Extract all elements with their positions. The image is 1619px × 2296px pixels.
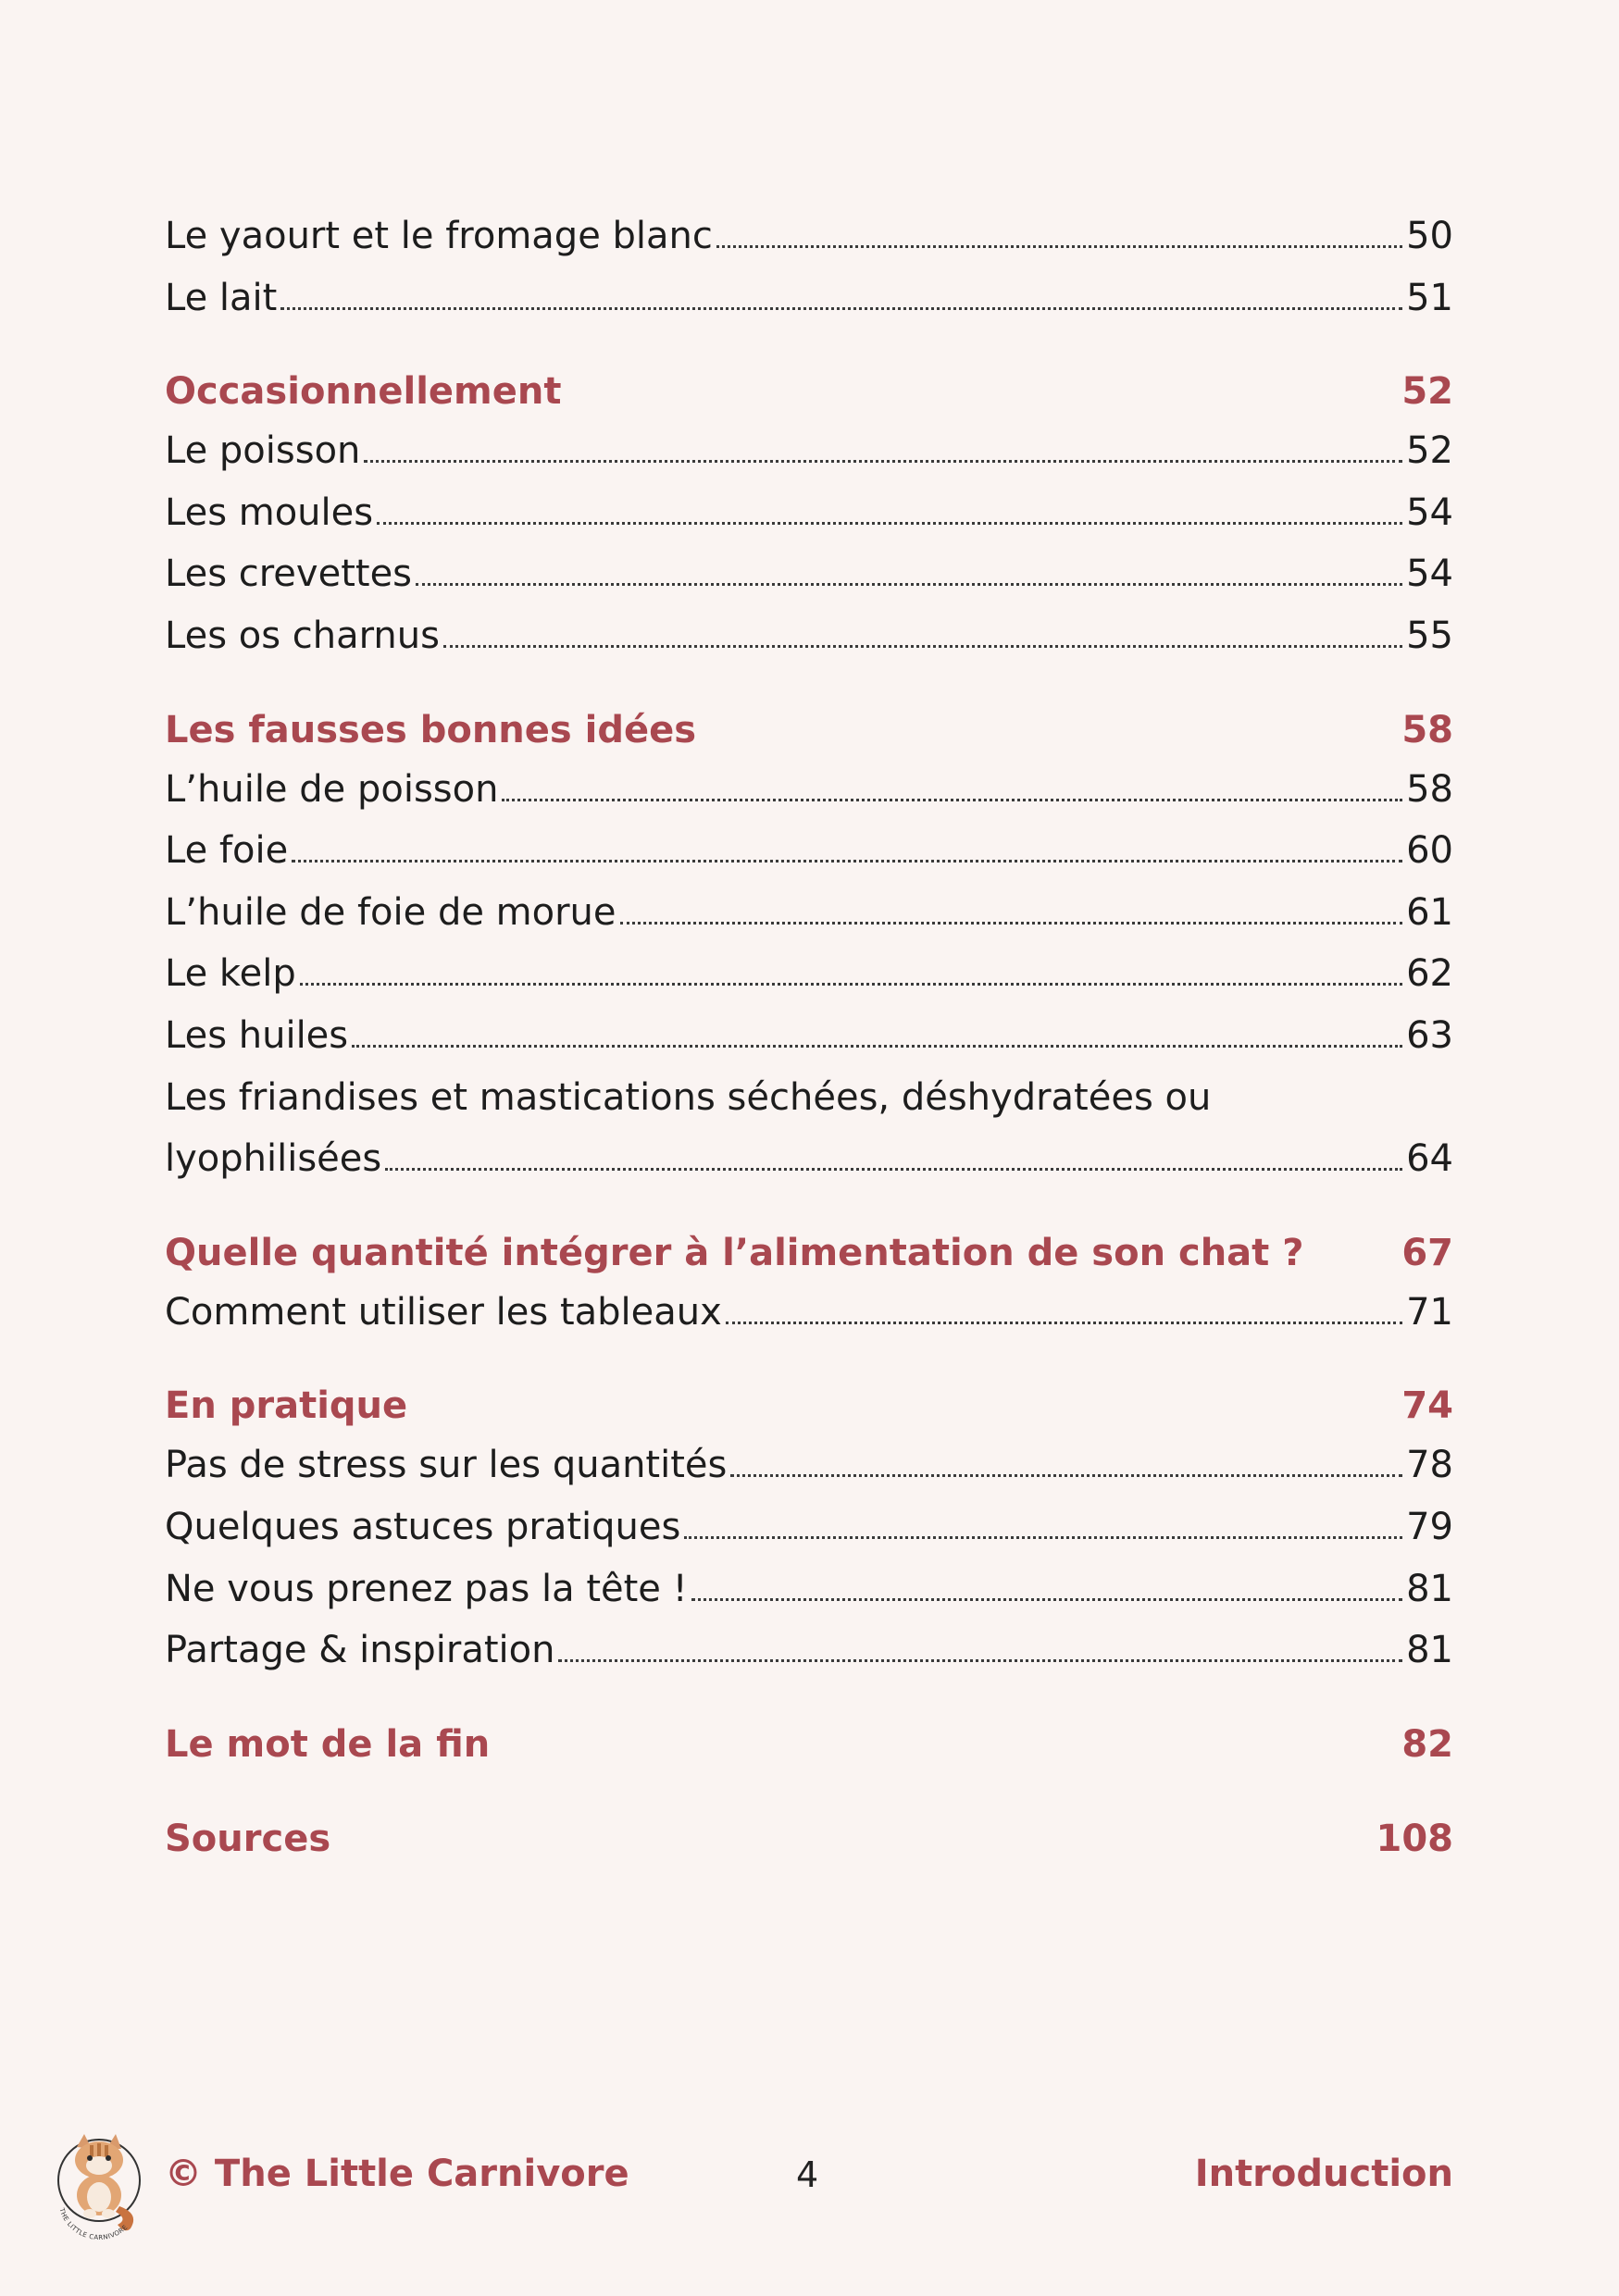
dot-leader (364, 460, 1402, 463)
toc-entry[interactable] (165, 267, 1453, 329)
section-page: 82 (1401, 1722, 1453, 1766)
toc-entry[interactable] (165, 1128, 1453, 1190)
dot-leader (292, 860, 1402, 863)
dot-leader (716, 245, 1402, 248)
toc-entry-label: Le poisson (165, 429, 361, 473)
toc-entry-label: L’huile de poisson (165, 767, 499, 811)
chapter-name: Introduction (1194, 2153, 1453, 2195)
toc-section-heading[interactable] (165, 1224, 1453, 1282)
toc-entry-page: 50 (1406, 215, 1453, 257)
cat-logo-icon (51, 2128, 155, 2240)
toc-entry[interactable] (165, 943, 1453, 1005)
toc-entry-page: 81 (1406, 1567, 1453, 1610)
toc-entry-page: 51 (1406, 276, 1453, 319)
toc-entry-label: Les friandises et mastications séchées, déshydratées ou (165, 1075, 1212, 1119)
section-title: Occasionnellement (165, 370, 562, 414)
section-title: Sources (165, 1817, 331, 1860)
toc-entry-page: 64 (1406, 1137, 1453, 1181)
toc-entry-page: 61 (1406, 890, 1453, 934)
toc-entry-label: Quelques astuces pratiques (165, 1505, 681, 1548)
dot-leader (502, 799, 1402, 801)
toc-entry[interactable] (165, 1558, 1453, 1620)
toc-entry[interactable] (165, 205, 1453, 267)
toc-entry-page: 63 (1406, 1013, 1453, 1057)
toc-entry-label: Ne vous prenez pas la tête ! (165, 1567, 688, 1610)
dot-leader (443, 645, 1402, 648)
section-page: 58 (1401, 708, 1453, 751)
toc-section-heading[interactable] (165, 701, 1453, 759)
section-title: En pratique (165, 1384, 408, 1428)
toc-entry[interactable] (165, 543, 1453, 605)
toc-entry[interactable] (165, 882, 1453, 944)
toc-entry[interactable] (165, 759, 1453, 821)
toc-entry-page: 55 (1406, 614, 1453, 657)
toc-entry-label: Les moules (165, 490, 374, 534)
section-title: Le mot de la fin (165, 1722, 491, 1766)
toc-entry-label: Les os charnus (165, 614, 440, 657)
section-page: 52 (1401, 370, 1453, 414)
toc-entry-page: 58 (1406, 767, 1453, 811)
toc-entry-label: Le kelp (165, 952, 296, 996)
dot-leader (691, 1598, 1402, 1601)
toc-entry-label: Les huiles (165, 1013, 349, 1057)
toc-entry-page: 62 (1406, 952, 1453, 996)
toc-entry-page: 52 (1406, 429, 1453, 473)
logo-lettering: THE LITTLE CARNIVORE (57, 2207, 130, 2240)
dot-leader (352, 1045, 1402, 1048)
dot-leader (280, 307, 1402, 310)
dot-leader (558, 1659, 1402, 1662)
toc-entry-label: Le lait (165, 276, 278, 319)
toc-entry-page: 60 (1406, 829, 1453, 873)
page-number: 4 (796, 2154, 819, 2195)
toc-entry-label: Pas de stress sur les quantités (165, 1444, 728, 1487)
dot-leader (300, 983, 1402, 986)
toc-entry-page: 79 (1406, 1505, 1453, 1548)
toc-entry-page: 81 (1406, 1629, 1453, 1672)
section-page: 108 (1376, 1817, 1453, 1860)
toc-entry-label: Les crevettes (165, 552, 413, 596)
toc-section-heading[interactable] (165, 363, 1453, 420)
dot-leader (620, 922, 1403, 925)
section-title: Les fausses bonnes idées (165, 708, 697, 751)
section-page: 74 (1401, 1384, 1453, 1428)
toc-entry-page: 71 (1406, 1290, 1453, 1334)
toc-entry[interactable] (165, 420, 1453, 482)
toc-entry-page: 54 (1406, 490, 1453, 534)
toc-entry[interactable] (165, 820, 1453, 882)
dot-leader (377, 522, 1402, 525)
toc-entry[interactable] (165, 1282, 1453, 1344)
toc-entry-label: Le foie (165, 829, 289, 873)
toc-entry[interactable] (165, 1620, 1453, 1682)
toc-entry-label: L’huile de foie de morue (165, 890, 616, 934)
toc-entry[interactable] (165, 1005, 1453, 1067)
copyright-text: © The Little Carnivore (165, 2153, 629, 2195)
toc-entry-label: Partage & inspiration (165, 1629, 555, 1672)
toc-entry[interactable] (165, 1496, 1453, 1558)
dot-leader (730, 1474, 1402, 1477)
toc-entry-label: Comment utiliser les tableaux (165, 1290, 722, 1334)
table-of-contents (165, 205, 1453, 1868)
toc-entry-label: Le yaourt et le fromage blanc (165, 215, 713, 257)
section-page: 67 (1401, 1231, 1453, 1274)
dot-leader (726, 1322, 1402, 1324)
toc-entry-label: lyophilisées (165, 1137, 382, 1181)
dot-leader (684, 1536, 1402, 1539)
dot-leader (385, 1168, 1402, 1171)
toc-entry-page: 78 (1406, 1444, 1453, 1487)
toc-entry[interactable] (165, 482, 1453, 544)
dot-leader (416, 583, 1402, 586)
toc-section-heading[interactable] (165, 1810, 1453, 1868)
section-title: Quelle quantité intégrer à l’alimentation de son chat ? (165, 1231, 1304, 1274)
toc-section-heading[interactable] (165, 1377, 1453, 1434)
toc-entry[interactable] (165, 605, 1453, 667)
toc-section-heading[interactable] (165, 1716, 1453, 1773)
toc-entry-wrapped-line[interactable] (165, 1067, 1453, 1129)
toc-entry-page: 54 (1406, 552, 1453, 596)
toc-entry[interactable] (165, 1434, 1453, 1496)
page-footer (0, 2119, 1619, 2249)
